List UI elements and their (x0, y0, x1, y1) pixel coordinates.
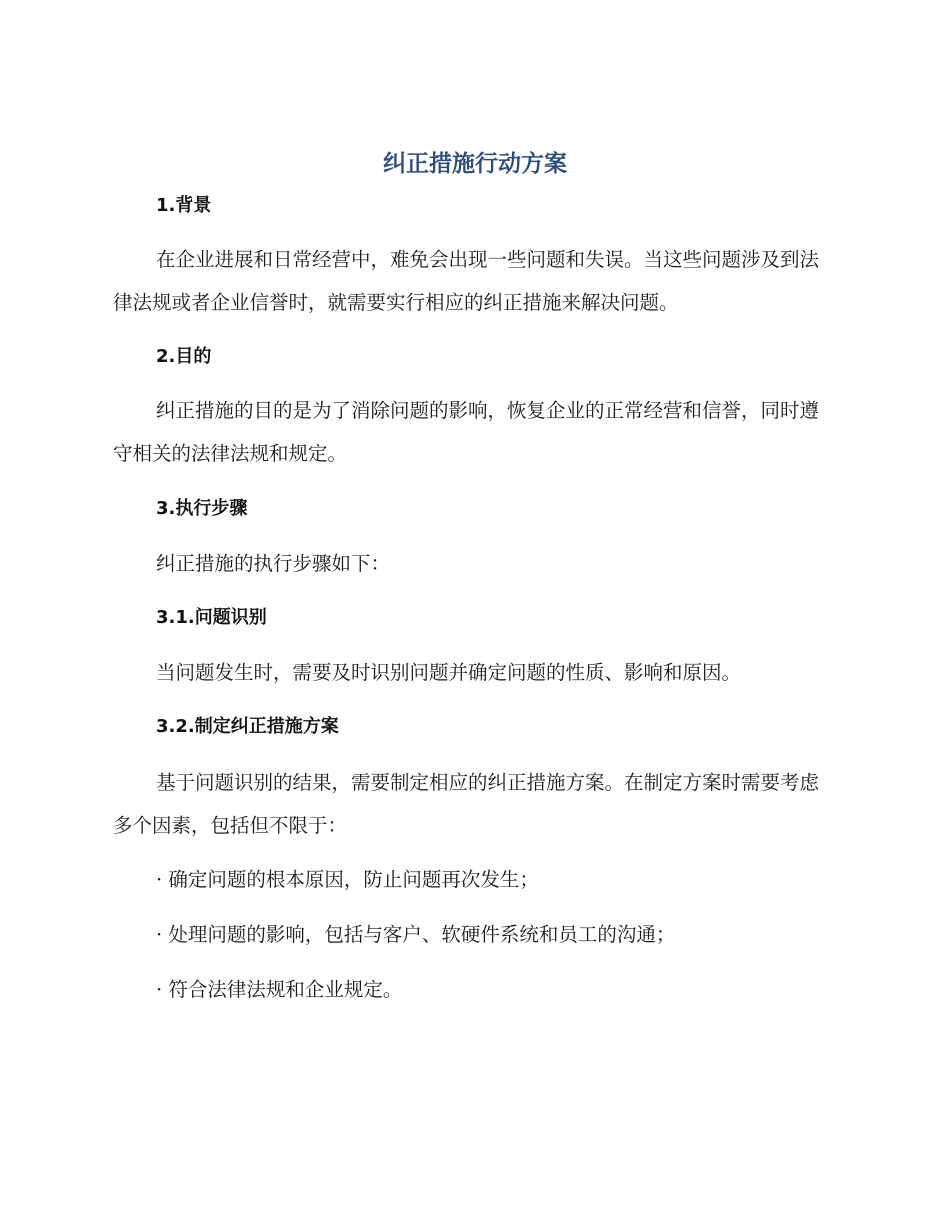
section-heading-steps: 3.执行步骤 (156, 498, 248, 519)
section-heading-plan: 3.2.制定纠正措施方案 (156, 716, 339, 737)
paragraph-purpose: 纠正措施的目的是为了消除问题的影响，恢复企业的正常经营和信誉，同时遵守相关的法律法规和规定。 (113, 399, 820, 465)
paragraph-identify: 当问题发生时，需要及时识别问题并确定问题的性质、影响和原因。 (156, 661, 742, 684)
paragraph-plan: 基于问题识别的结果，需要制定相应的纠正措施方案。在制定方案时需要考虑多个因素，包括但不限于： (113, 771, 820, 837)
document-title: 纠正措施行动方案 (383, 151, 567, 177)
bullet-item-root-cause: · 确定问题的根本原因，防止问题再次发生； (156, 868, 539, 891)
bullet-item-compliance: · 符合法律法规和企业规定。 (156, 978, 403, 1001)
paragraph-steps-intro: 纠正措施的执行步骤如下： (156, 552, 391, 575)
bullet-item-handle-impact: · 处理问题的影响，包括与客户、软硬件系统和员工的沟通； (156, 923, 676, 946)
section-heading-purpose: 2.目的 (156, 346, 212, 367)
section-heading-identify: 3.1.问题识别 (156, 607, 267, 628)
paragraph-background: 在企业进展和日常经营中，难免会出现一些问题和失误。当这些问题涉及到法律法规或者企业信誉时，就需要实行相应的纠正措施来解决问题。 (113, 248, 820, 314)
section-heading-background: 1.背景 (156, 195, 212, 216)
